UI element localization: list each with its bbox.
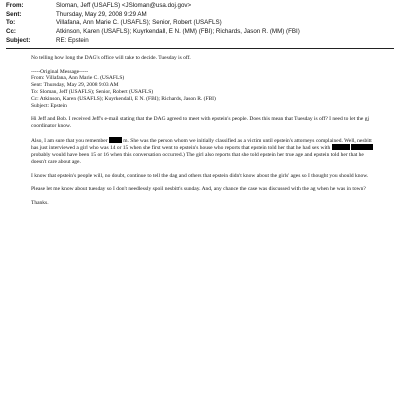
original-to: To: Sloman, Jeff (USAFLS); Senior, Robert (USAFLS) bbox=[31, 88, 154, 95]
paragraph-2 bbox=[31, 137, 376, 166]
reply-text: No telling how long the DAG's office will take to decide. Tuesday is off. bbox=[31, 55, 191, 61]
original-subject: Subject: Epstein bbox=[31, 102, 67, 109]
from-value: Sloman, Jeff (USAFLS) <JSloman@usa.doj.gov> bbox=[56, 1, 192, 9]
original-from: From: Villafana, Ann Marie C. (USAFLS) bbox=[31, 75, 125, 82]
original-separator: -----Original Message----- bbox=[31, 68, 89, 75]
sent-row bbox=[6, 10, 394, 19]
email-header bbox=[6, 1, 394, 44]
original-cc: Cc: Atkinson, Karen (USAFLS); Kuyrkendall, E N. (FBI); Richards, Jason R. (FBI) bbox=[31, 95, 216, 102]
subject-value: RE: Epstein bbox=[56, 36, 89, 44]
paragraph-2-part-b: m. She was the person whom we initially classified as a victim until epstein's attorneys complained. Well, nesbitt has just interviewed a girl who was 14 or 15 when she first went to epstein's house who reports that epstein told her that he had sex with bbox=[31, 137, 372, 152]
to-label: To: bbox=[6, 19, 16, 27]
redaction-box bbox=[109, 137, 122, 143]
sent-label: Sent: bbox=[6, 10, 22, 18]
from-row bbox=[6, 1, 394, 10]
to-value: Villafana, Ann Marie C. (USAFLS); Senior, Robert (USAFLS) bbox=[56, 19, 222, 27]
original-message-header bbox=[31, 69, 376, 110]
paragraph-1: Hi Jeff and Bob. I received Jeff's e-mail stating that the DAG agreed to meet with epstein's people. Does this mean that Tuesday is off? I need to let the gj coordinator know. bbox=[31, 116, 370, 129]
paragraph-2-part-c: probably would have been 15 or 16 when this conversation occurred.) The girl also reports that she told epstein her true age and epstein told her that he doesn't care about age. bbox=[31, 152, 364, 165]
subject-label: Subject: bbox=[6, 36, 31, 44]
to-row bbox=[6, 18, 394, 27]
header-divider bbox=[6, 48, 394, 49]
paragraph-2-part-a: Also, I am sure that you remember bbox=[31, 137, 108, 144]
redaction-box bbox=[351, 144, 373, 150]
cc-label: Cc: bbox=[6, 27, 16, 35]
cc-row bbox=[6, 27, 394, 36]
paragraph-3: I know that epstein's people will, no doubt, continue to tell the dag and others that epstein didn't know about the girls' ages so I thought you should know. bbox=[31, 172, 369, 179]
subject-row bbox=[6, 36, 394, 45]
sent-value: Thursday, May 29, 2008 9:29 AM bbox=[56, 10, 147, 18]
redaction-box bbox=[332, 144, 350, 150]
paragraph-4: Please let me know about tuesday so I don't needlessly spoil nesbitt's sunday. And, any chance the case was discussed with the ag when he was in town? bbox=[31, 186, 366, 193]
email-body bbox=[31, 55, 376, 213]
original-sent: Sent: Thursday, May 29, 2008 9:03 AM bbox=[31, 82, 119, 89]
from-label: From: bbox=[6, 1, 24, 9]
cc-value: Atkinson, Karen (USAFLS); Kuyrkendall, E N. (MM) (FBI); Richards, Jason R. (MM) (FBI) bbox=[56, 27, 300, 35]
closing-thanks: Thanks. bbox=[31, 199, 49, 206]
